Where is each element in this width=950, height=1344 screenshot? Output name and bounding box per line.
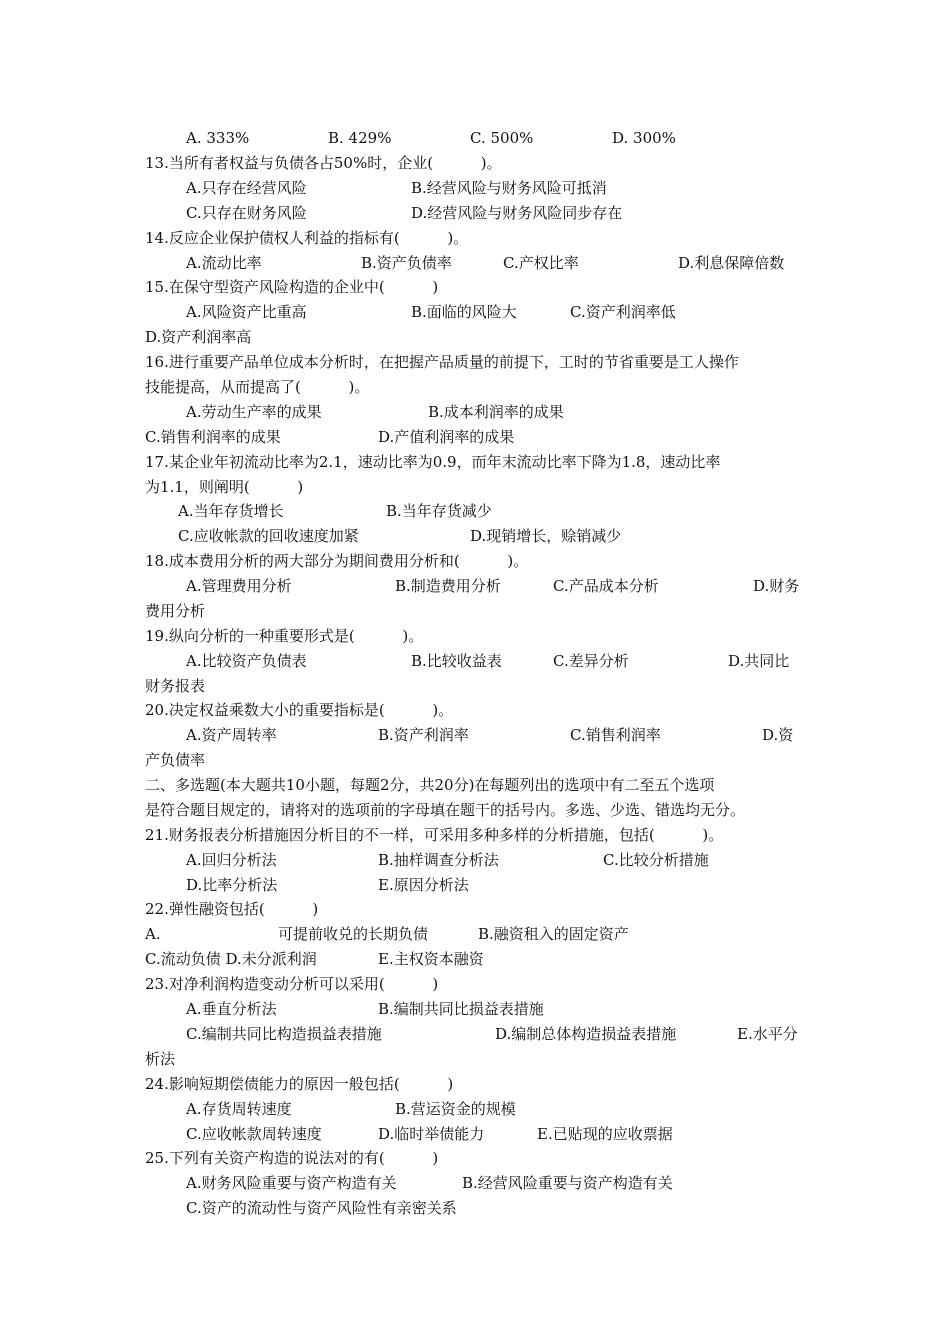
option: C.编制共同比构造损益表措施 — [186, 1025, 382, 1043]
option: D.经营风险与财务风险同步存在 — [411, 204, 623, 222]
option: D.现销增长，赊销减少 — [470, 527, 622, 545]
question-24: 24.影响短期偿债能力的原因一般包括( ) — [145, 1075, 454, 1093]
option: E.已贴现的应收票据 — [537, 1125, 673, 1143]
option: C.比较分析措施 — [603, 851, 709, 869]
option: A.风险资产比重高 — [186, 303, 307, 321]
question-17: 17.某企业年初流动比率为2.1，速动比率为0.9，而年末流动比率下降为1.8，速动比率 — [145, 453, 721, 471]
option: C.应收帐款的回收速度加紧 — [178, 527, 359, 545]
option: E.水平分 — [737, 1025, 798, 1043]
question-19: 19.纵向分析的一种重要形式是( )。 — [145, 627, 424, 645]
text-line: 财务报表 — [145, 677, 206, 695]
text-line: B. 429% — [328, 129, 392, 147]
option: C.差异分析 — [553, 652, 629, 670]
option: E.原因分析法 — [378, 876, 469, 894]
text-line: 析法 — [145, 1050, 176, 1068]
option: C.应收帐款周转速度 — [186, 1125, 322, 1143]
question-13: 13.当所有者权益与负债各占50%时，企业( )。 — [145, 154, 502, 172]
option: A.回归分析法 — [186, 851, 277, 869]
option: B.编制共同比损益表措施 — [378, 1000, 544, 1018]
question-18: 18.成本费用分析的两大部分为期间费用分析和( )。 — [145, 552, 529, 570]
option: A.财务风险重要与资产构造有关 — [186, 1174, 397, 1192]
option: B.抽样调查分析法 — [378, 851, 499, 869]
option: C.销售利润率的成果 — [145, 428, 281, 446]
option: E.主权资本融资 — [378, 950, 484, 968]
option: B.成本利润率的成果 — [428, 403, 564, 421]
text-line: 产负债率 — [145, 751, 206, 769]
option: C.只存在财务风险 — [186, 204, 307, 222]
option: A.存货周转速度 — [186, 1100, 292, 1118]
question-23: 23.对净利润构造变动分析可以采用( ) — [145, 975, 439, 993]
option: 可提前收兑的长期负债 — [278, 925, 429, 943]
question-20: 20.决定权益乘数大小的重要指标是( )。 — [145, 701, 454, 719]
text-line: C. 500% — [470, 129, 534, 147]
option: B.比较收益表 — [411, 652, 502, 670]
option: A.资产周转率 — [186, 726, 277, 744]
option: C.产品成本分析 — [553, 577, 659, 595]
option: D.资 — [762, 726, 794, 744]
text-line: A. 333% — [186, 129, 250, 147]
option: B.面临的风险大 — [411, 303, 517, 321]
option: D.编制总体构造损益表措施 — [495, 1025, 677, 1043]
option: A.管理费用分析 — [186, 577, 292, 595]
option: C.资产的流动性与资产风险性有亲密关系 — [186, 1199, 457, 1217]
option: D.财务 — [753, 577, 800, 595]
option: C.流动负债 D.未分派利润 — [145, 950, 317, 968]
question-15: 15.在保守型资产风险构造的企业中( ) — [145, 278, 439, 296]
option: B.制造费用分析 — [395, 577, 501, 595]
option: D.利息保障倍数 — [678, 254, 785, 272]
option: D.共同比 — [728, 652, 790, 670]
section-heading: 二、多选题(本大题共10小题，每题2分，共20分)在每题列出的选项中有二至五个选项 — [145, 776, 715, 794]
question-21: 21.财务报表分析措施因分析目的不一样，可采用多种多样的分析措施，包括( )。 — [145, 826, 724, 844]
option: C.资产利润率低 — [570, 303, 676, 321]
option: A.劳动生产率的成果 — [186, 403, 322, 421]
option: D.资产利润率高 — [145, 328, 252, 346]
option: B.融资租入的固定资产 — [478, 925, 629, 943]
option: C.产权比率 — [503, 254, 579, 272]
option: C.销售利润率 — [570, 726, 661, 744]
text-line: D. 300% — [612, 129, 676, 147]
option: B.资产负债率 — [361, 254, 452, 272]
text-line: 费用分析 — [145, 602, 206, 620]
option: B.资产利润率 — [378, 726, 469, 744]
option: A.垂直分析法 — [186, 1000, 277, 1018]
option: B.经营风险与财务风险可抵消 — [411, 179, 607, 197]
option: B.经营风险重要与资产构造有关 — [462, 1174, 673, 1192]
option: A.当年存货增长 — [178, 502, 284, 520]
question-16: 16.进行重要产品单位成本分析时，在把握产品质量的前提下，工时的节省重要是工人操作 — [145, 353, 739, 371]
option: A.比较资产负债表 — [186, 652, 307, 670]
text-line: 是符合题目规定的，请将对的选项前的字母填在题干的括号内。多选、少选、错选均无分。 — [145, 801, 746, 819]
question-25: 25.下列有关资产构造的说法对的有( ) — [145, 1149, 439, 1167]
option: B.营运资金的规模 — [395, 1100, 516, 1118]
option: D.临时举债能力 — [378, 1125, 485, 1143]
option: A. — [145, 925, 161, 943]
text-line: 为1.1，则阐明( ) — [145, 478, 304, 496]
question-14: 14.反应企业保护债权人利益的指标有( )。 — [145, 229, 469, 247]
option: D.产值利润率的成果 — [378, 428, 515, 446]
option: A.流动比率 — [186, 254, 262, 272]
option: B.当年存货减少 — [386, 502, 492, 520]
option: D.比率分析法 — [186, 876, 278, 894]
text-line: 技能提高，从而提高了( )。 — [145, 378, 370, 396]
question-22: 22.弹性融资包括( ) — [145, 900, 319, 918]
option: A.只存在经营风险 — [186, 179, 307, 197]
